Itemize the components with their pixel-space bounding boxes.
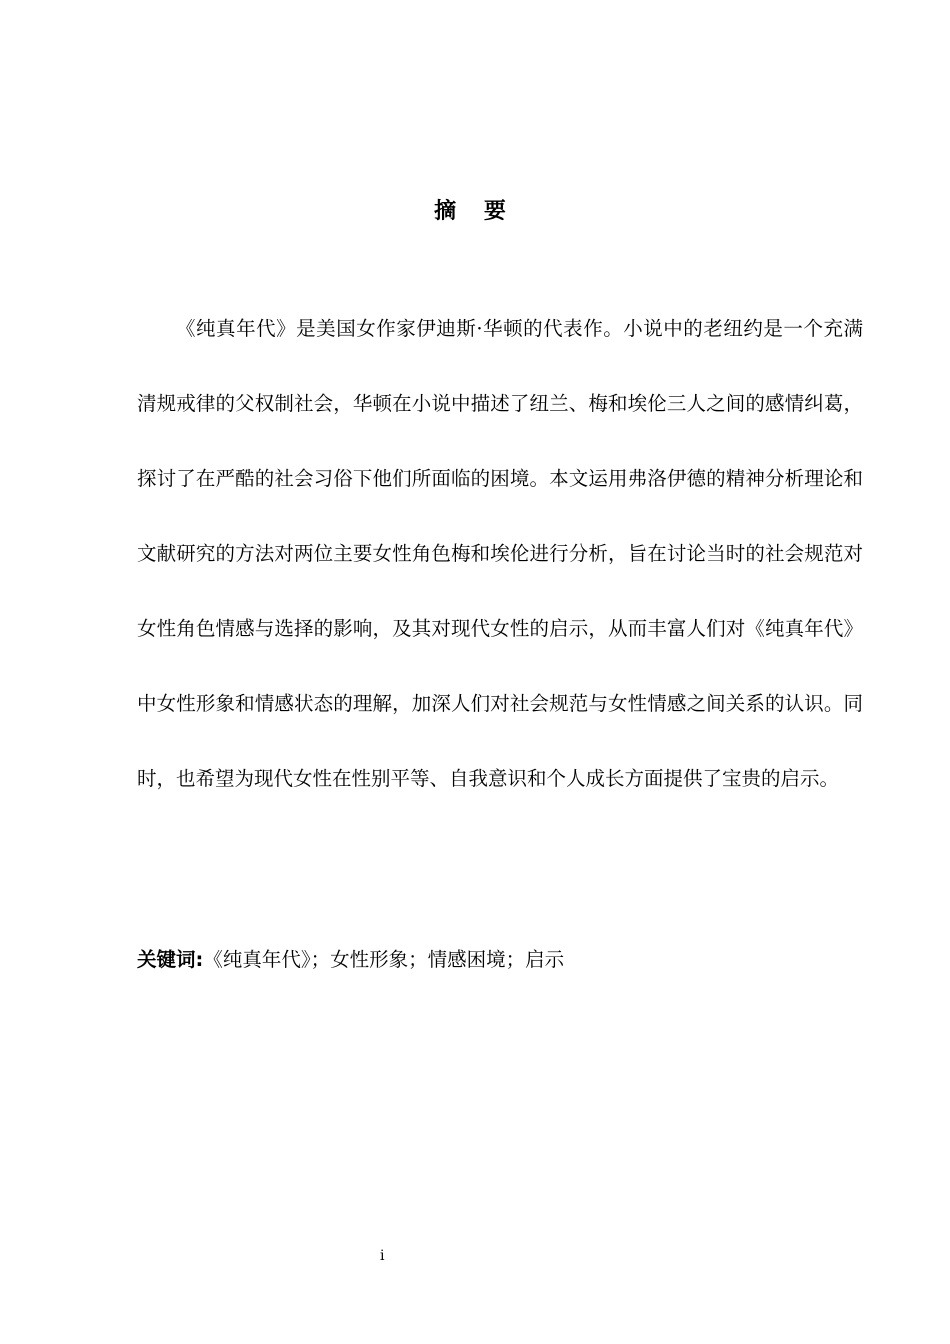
page-number: i (380, 1248, 385, 1264)
keywords-line (137, 945, 863, 975)
keywords-label: 关键词: (137, 948, 204, 971)
abstract-title: 摘 要 (434, 199, 516, 224)
keywords-list: 《纯真年代》；女性形象；情感困境；启示 (203, 948, 565, 971)
abstract-body: 《纯真年代》是美国女作家伊迪斯·华顿的代表作。小说中的老纽约是一个充满清规戒律的父权制社会，华顿在小说中描述了纽兰、梅和埃伦三人之间的感情纠葛，探讨了在严酷的社会习俗下他们所面临的困境。本文运用弗洛伊德的精神分析理论和文献研究的方法对两位主要女性角色梅和埃伦进行分析，旨在讨论当时的社会规范对女性角色情感与选择的影响，及其对现代女性的启示，从而丰富人们对《纯真年代》中女性形象和情感状态的理解，加深人们对社会规范与女性情感之间关系的认识。同时，也希望为现代女性在性别平等、自我意识和个人成长方面提供了宝贵的启示。 (137, 317, 863, 790)
